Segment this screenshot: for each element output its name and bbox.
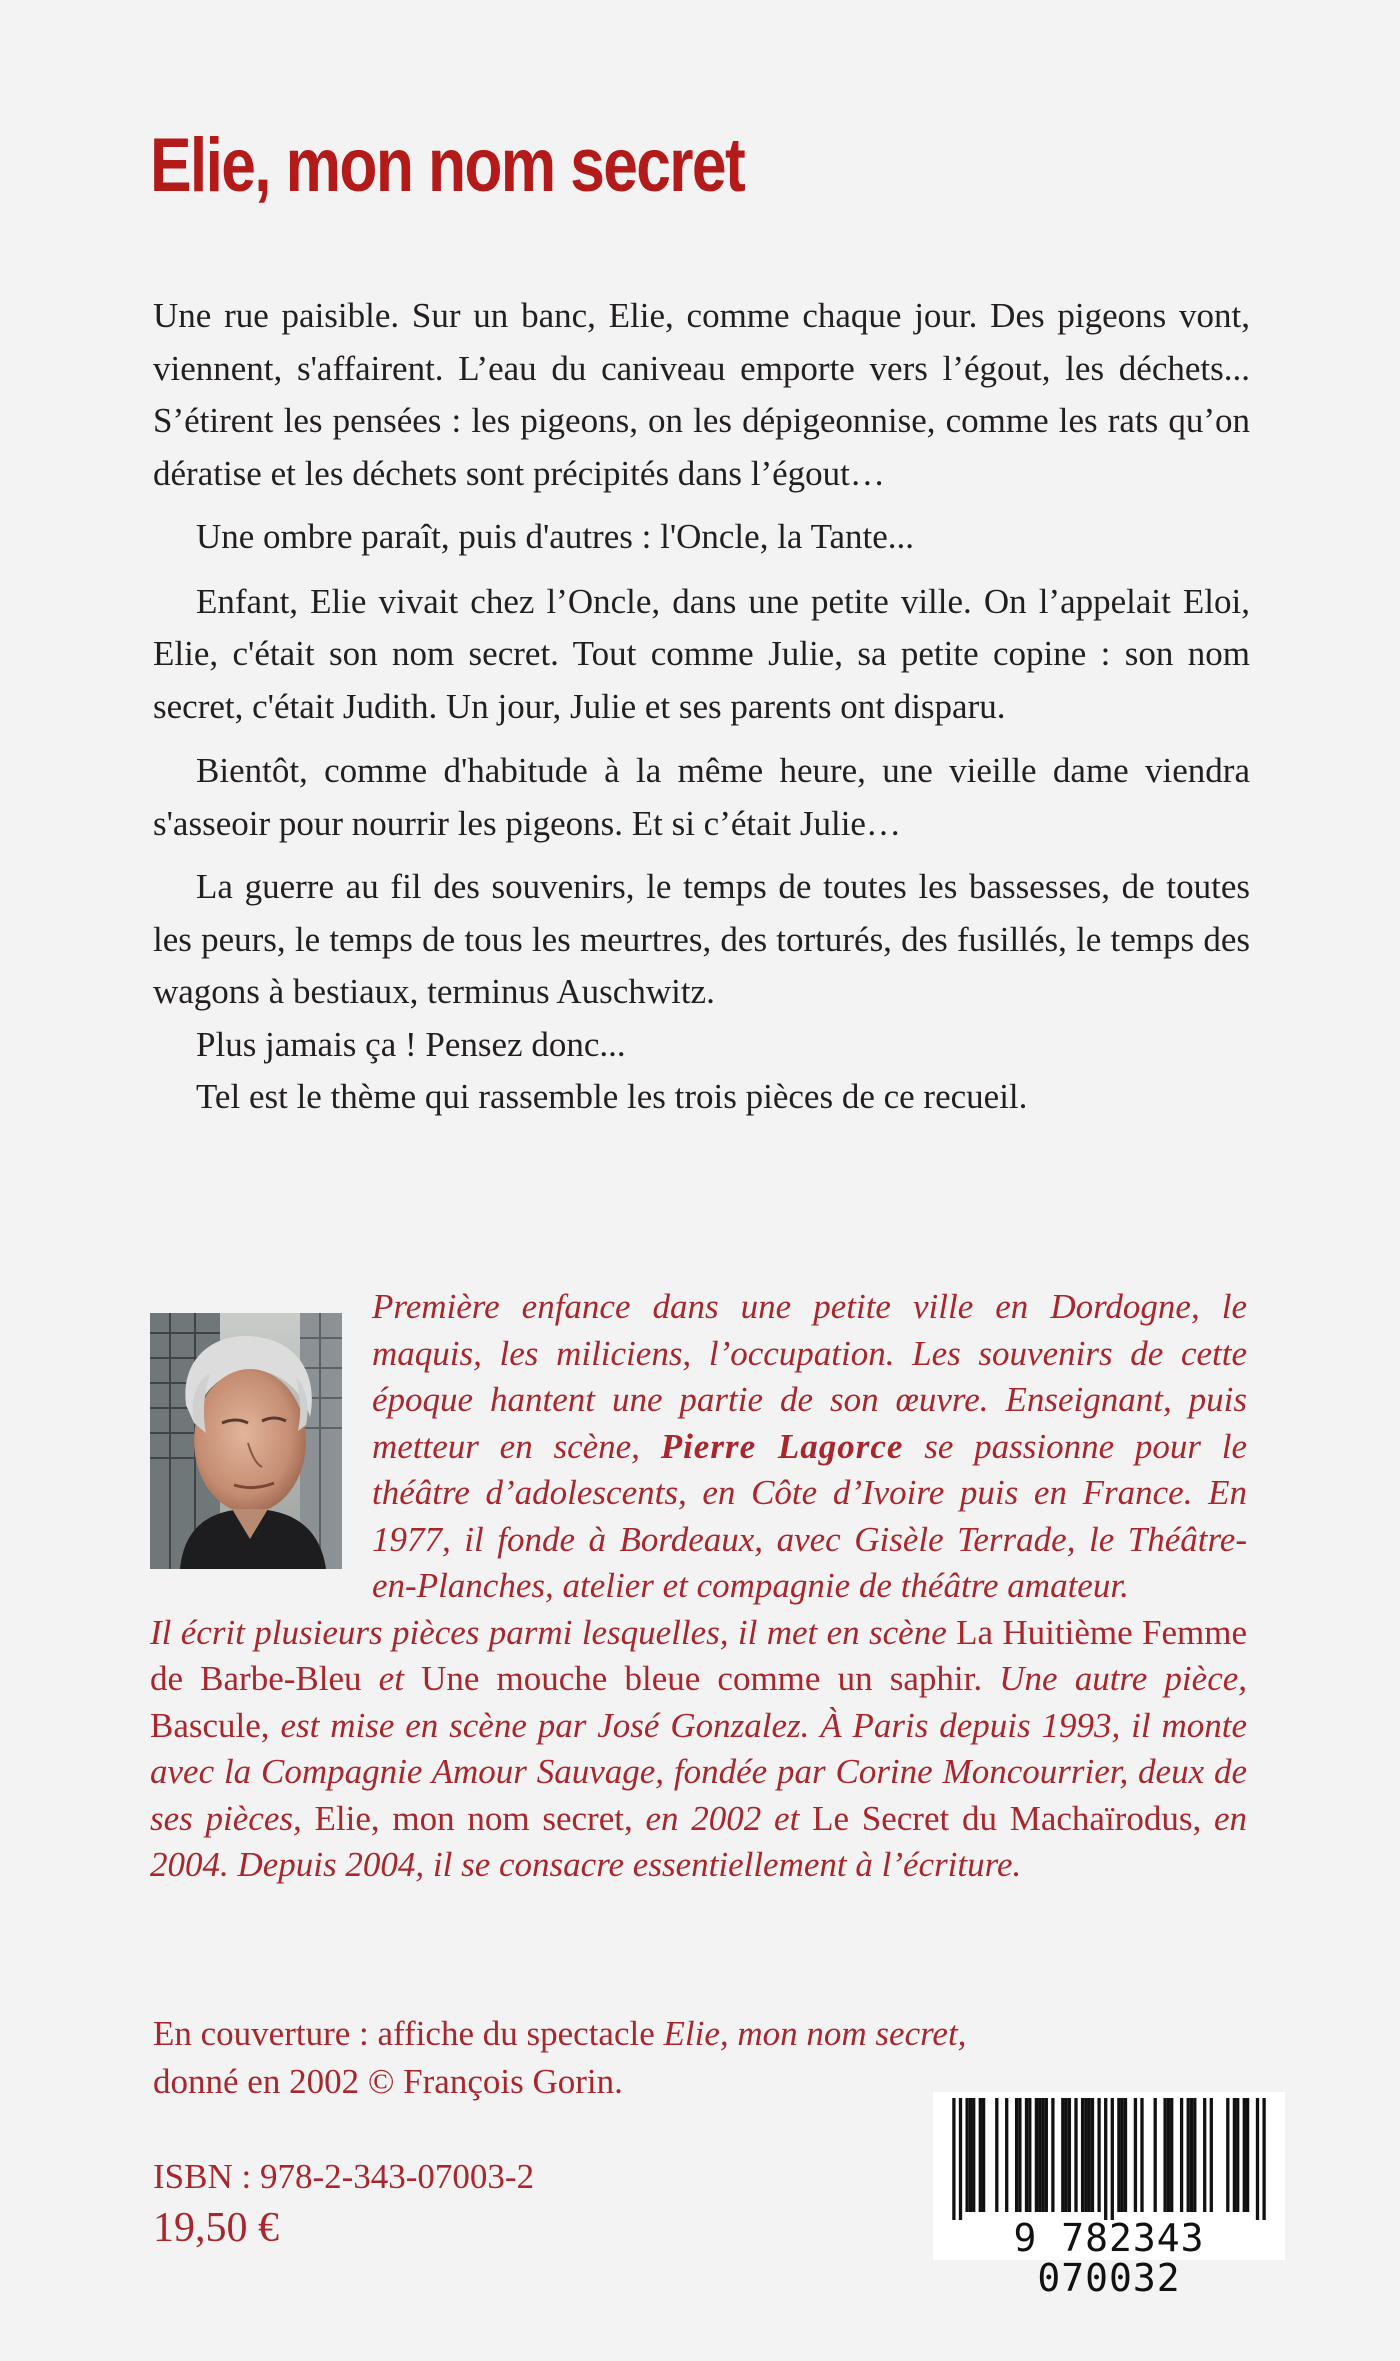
author-biography [150,1284,1247,1889]
barcode-bar [1193,2098,1196,2212]
barcode-bar [1088,2098,1091,2212]
barcode-bar [995,2098,998,2212]
barcode-bar [1262,2098,1265,2220]
work-title: Une mouche bleue comme un saphir. [421,1659,983,1698]
author-name: Pierre Lagorce [660,1426,904,1466]
barcode-bar [965,2098,968,2212]
barcode-bar [1081,2098,1084,2212]
barcode-bar [1028,2098,1031,2212]
barcode-bar [1210,2098,1213,2212]
show-title: Elie, mon nom secret, [663,2014,967,2053]
barcode-bar [1084,2098,1087,2212]
work-title: Elie, mon nom secret, [314,1798,633,1838]
cover-credit: En couverture : affiche du spectacle Elie, mon nom secret, donné en 2002 © François Gorin. [153,2014,967,2101]
barcode [933,2092,1285,2300]
barcode-bar [1190,2098,1193,2212]
barcode-bar [1015,2098,1018,2212]
barcode-bar [1140,2098,1143,2212]
bio-paragraph-2: Il écrit plusieurs pièces parmi lesquelles, il met en scène La Huitième Femme de Barbe-Bleu et Une mouche bleue comme un saphir. Une autre pièce, Bascule, est mise en scène par José Gonzalez. À Paris depuis 1993, il monte avec la Compagnie Amour Sauvage, fondée par Corine Moncourrier, deux de ses pièces, Elie, mon nom secret, en 2002 et Le Secret du Machaïrodus, en 2004. Depuis 2004, il se consacre essentiellement à l’écriture. [150,1612,1248,1884]
barcode-bar [1167,2098,1170,2212]
work-title: Bascule, [150,1705,270,1745]
barcode-bar [1124,2098,1127,2212]
price: 19,50 € [153,2205,279,2251]
barcode-bar [1203,2098,1206,2212]
barcode-bar [1035,2098,1038,2212]
book-title: Elie, mon nom secret [150,123,745,208]
summary-paragraph: La guerre au fil des souvenirs, le temps de toutes les bassesses, de toutes les peurs, le temps de tous les meurtres, des torturés, des fusillés, le temps des wagons à bestiaux, terminus Auschwitz. [153,867,1250,1011]
barcode-bar [1236,2098,1239,2212]
barcode-bar [952,2098,955,2220]
barcode-bar [969,2098,972,2212]
barcode-bar [1170,2098,1173,2212]
barcode-bar [982,2098,985,2212]
barcode-bar [972,2098,975,2212]
barcode-bar [1111,2098,1114,2220]
barcode-bar [1117,2098,1120,2212]
barcode-digits: 9 782343 070032 [1013,2216,1205,2300]
bio-paragraph-1: Première enfance dans une petite ville en Dordogne, le maquis, les miliciens, l’occupation. Les souvenirs de cette époque hantent une partie de son œuvre. Enseignant, puis metteur en scène, Pierre Lagorce se passionne pour le théâtre d’adolescents, en Côte d’Ivoire puis en France. En 1977, il fonde à Bordeaux, avec Gisèle Terrade, le Théâtre-en-Planches, atelier et compagnie de théâtre amateur. [372,1287,1248,1605]
barcode-bar [1121,2098,1124,2212]
barcode-bar [1091,2098,1094,2212]
barcode-bar [1018,2098,1021,2212]
summary-paragraph: Une rue paisible. Sur un banc, Elie, comme chaque jour. Des pigeons vont, viennent, s'affairent. L’eau du caniveau emporte vers l’égout, les déchets... S’étirent les pensées : les pigeons, on les dépigeonnise, comme les rats qu’on dératise et les déchets sont précipités dans l’égout… [153,296,1250,493]
summary-paragraph: Plus jamais ça ! Pensez donc... [196,1024,626,1064]
summary-paragraph: Une ombre paraît, puis d'autres : l'Oncle, la Tante... [196,517,915,556]
barcode-bar [1097,2098,1100,2212]
work-title: La Huitième Femme de Barbe-Bleu [150,1612,1247,1698]
barcode-bar [1180,2098,1183,2212]
barcode-bar [1005,2098,1008,2212]
barcode-bar [1051,2098,1054,2212]
barcode-bar [1243,2098,1246,2212]
work-title: Le Secret du Machaïrodus, [812,1798,1202,1838]
barcode-bar [1074,2098,1077,2212]
summary-paragraph: Bientôt, comme d'habitude à la même heure, une vieille dame viendra s'asseoir pour nourrir les pigeons. Et si c’était Julie… [153,751,1250,843]
summary-text [153,290,1250,1124]
barcode-bar [1068,2098,1071,2212]
summary-paragraph: Enfant, Elie vivait chez l’Oncle, dans une petite ville. On l’appelait Eloi, Elie, c'était son nom secret. Tout comme Julie, sa petite copine : son nom secret, c'était Judith. Un jour, Julie et ses parents ont disparu. [153,581,1250,726]
barcode-bar [1187,2098,1190,2212]
barcode-bar [1246,2098,1249,2212]
barcode-bar [1154,2098,1157,2212]
barcode-bar [1041,2098,1044,2212]
barcode-bar [979,2098,982,2212]
barcode-bar [1256,2098,1259,2220]
barcode-bar [1233,2098,1236,2212]
barcode-bar [1064,2098,1067,2212]
barcode-bar [959,2098,962,2220]
barcode-bar [1134,2098,1137,2212]
barcode-bars [933,2092,1285,2220]
barcode-bar [1104,2098,1107,2220]
summary-paragraph: Tel est le thème qui rassemble les trois pièces de ce recueil. [196,1077,1028,1116]
barcode-bar [1163,2098,1166,2212]
barcode-bar [1025,2098,1028,2212]
barcode-bar [1226,2098,1229,2212]
isbn: ISBN : 978-2-343-07003-2 [153,2157,535,2196]
barcode-bar [1045,2098,1048,2212]
barcode-bar [1061,2098,1064,2212]
barcode-bar [1038,2098,1041,2212]
